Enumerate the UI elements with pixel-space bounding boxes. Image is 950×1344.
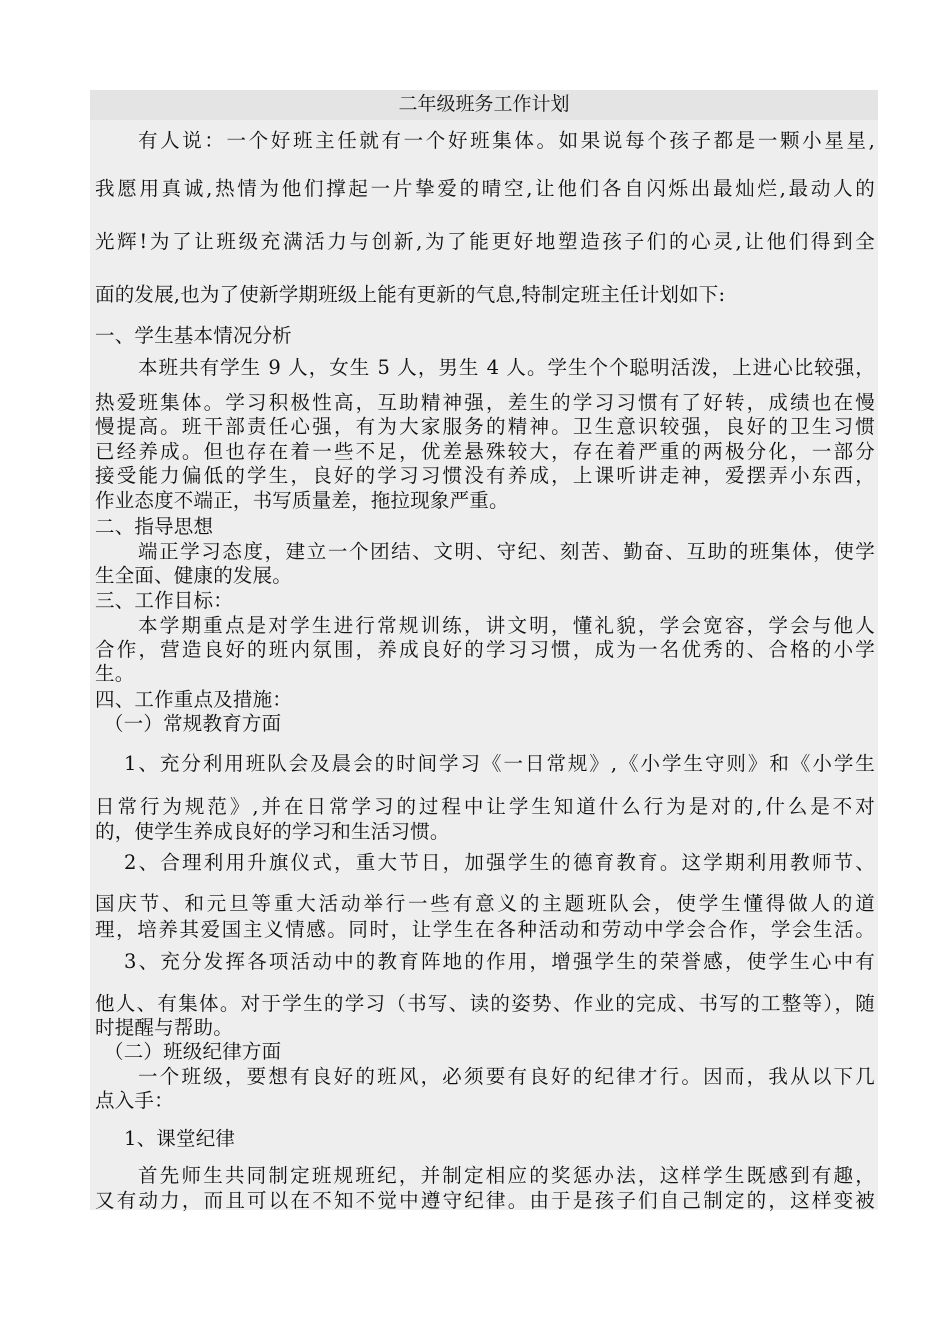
section-heading: 三、工作目标：	[95, 589, 233, 612]
paragraph-line: 本班共有学生 9 人，女生 5 人，男生 4 人。学生个个聪明活泼，上进心比较强，	[138, 356, 875, 379]
paragraph-line: 2、合理利用升旗仪式，重大节日，加强学生的德育教育。这学期利用教师节、	[124, 851, 875, 874]
document-title: 二年级班务工作计划	[398, 93, 570, 115]
paragraph-line: 一个班级，要想有良好的班风，必须要有良好的纪律才行。因而，我从以下几	[138, 1065, 875, 1088]
paragraph-line: 光辉!为了让班级充满活力与创新,为了能更好地塑造孩子们的心灵,让他们得到全	[95, 230, 875, 253]
subsection-heading: 1、课堂纪律	[124, 1127, 236, 1150]
subsection-heading: （一）常规教育方面	[104, 712, 282, 735]
paragraph-line: 作业态度不端正，书写质量差，拖拉现象严重。	[95, 489, 509, 512]
title-bar	[90, 90, 878, 120]
paragraph-line: 又有动力，而且可以在不知不觉中遵守纪律。由于是孩子们自己制定的，这样变被	[95, 1189, 875, 1212]
paragraph-line: 点入手：	[95, 1089, 174, 1112]
paragraph-line: 慢提高。班干部责任心强，有为大家服务的精神。卫生意识较强，良好的卫生习惯	[95, 415, 875, 438]
paragraph-line: 的，使学生养成良好的学习和生活习惯。	[95, 820, 450, 843]
section-heading: 一、学生基本情况分析	[95, 324, 293, 347]
section-heading: 二、指导思想	[95, 515, 214, 538]
paragraph-line: 生全面、健康的发展。	[95, 564, 293, 587]
paragraph-line: 已经养成。但也存在着一些不足，优差悬殊较大，存在着严重的两极分化，一部分	[95, 440, 875, 463]
paragraph-line: 接受能力偏低的学生，良好的学习习惯没有养成，上课听讲走神，爱摆弄小东西，	[95, 464, 875, 487]
paragraph-line: 首先师生共同制定班规班纪，并制定相应的奖惩办法，这样学生既感到有趣，	[138, 1164, 875, 1187]
paragraph-line: 本学期重点是对学生进行常规训练，讲文明，懂礼貌，学会宽容，学会与他人	[138, 614, 875, 637]
subsection-heading: （二）班级纪律方面	[104, 1040, 282, 1063]
paragraph-line: 有人说：一个好班主任就有一个好班集体。如果说每个孩子都是一颗小星星,	[138, 129, 875, 152]
document-page	[90, 90, 878, 1210]
paragraph-line: 国庆节、和元旦等重大活动举行一些有意义的主题班队会，使学生懂得做人的道	[95, 892, 875, 915]
paragraph-line: 1、充分利用班队会及晨会的时间学习《一日常规》,《小学生守则》和《小学生	[124, 752, 875, 775]
paragraph-line: 合作，营造良好的班内氛围，养成良好的学习习惯，成为一名优秀的、合格的小学	[95, 638, 875, 661]
paragraph-line: 时提醒与帮助。	[95, 1016, 233, 1039]
paragraph-line: 他人、有集体。对于学生的学习（书写、读的姿势、作业的完成、书写的工整等），随	[95, 992, 875, 1015]
paragraph-line: 我愿用真诚,热情为他们撑起一片挚爱的晴空,让他们各自闪烁出最灿烂,最动人的	[95, 177, 875, 200]
paragraph-line: 端正学习态度，建立一个团结、文明、守纪、刻苦、勤奋、互助的班集体，使学	[138, 540, 875, 563]
paragraph-line: 生。	[95, 662, 135, 685]
section-heading: 四、工作重点及措施：	[95, 688, 293, 711]
paragraph-line: 面的发展,也为了使新学期班级上能有更新的气息,特制定班主任计划如下:	[95, 283, 726, 306]
paragraph-line: 3、充分发挥各项活动中的教育阵地的作用，增强学生的荣誉感，使学生心中有	[124, 950, 875, 973]
paragraph-line: 日常行为规范》,并在日常学习的过程中让学生知道什么行为是对的,什么是不对	[95, 795, 875, 818]
paragraph-line: 热爱班集体。学习积极性高，互助精神强，差生的学习习惯有了好转，成绩也在慢	[95, 391, 875, 414]
paragraph-line: 理，培养其爱国主义情感。同时，让学生在各种活动和劳动中学会合作，学会生活。	[95, 918, 875, 941]
